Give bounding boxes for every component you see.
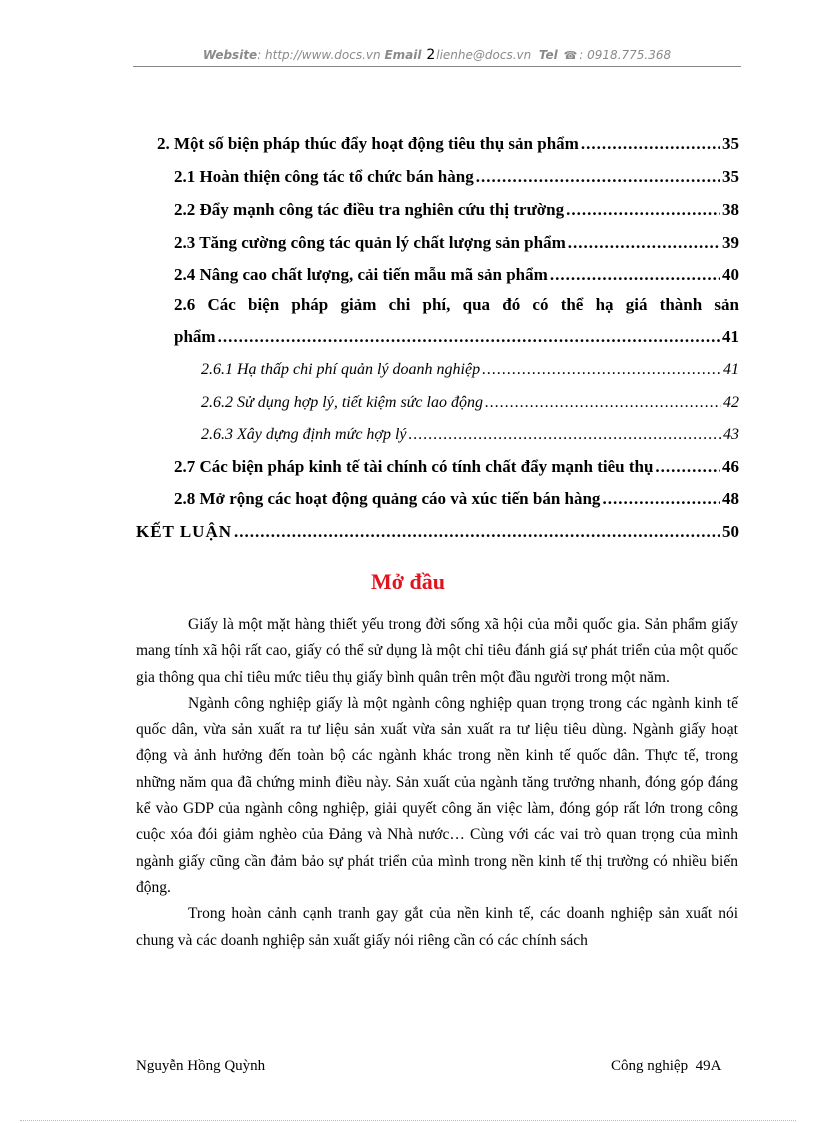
toc-page: 46	[722, 457, 739, 476]
toc-title: phẩm	[174, 327, 216, 346]
toc-title: 2.6.1 Hạ thấp chi phí quản lý doanh nghiệp	[201, 361, 481, 378]
toc-entry[interactable]	[174, 232, 739, 254]
toc-leader	[602, 488, 720, 510]
toc-entry[interactable]	[201, 359, 739, 381]
toc-page: 39	[722, 233, 739, 252]
toc-page: 41	[722, 327, 739, 346]
toc-entry[interactable]	[174, 166, 739, 188]
toc-page: 35	[722, 167, 739, 186]
tel-label: Tel	[538, 48, 558, 62]
toc-page: 40	[722, 265, 739, 284]
website-label: Website	[202, 48, 258, 62]
email-label: Email	[384, 48, 422, 62]
toc-page: 48	[722, 489, 739, 508]
paragraph: Giấy là một mặt hàng thiết yếu trong đời sống xã hội của mỗi quốc gia. Sản phẩm giấy mang tính xã hội rất cao, giấy có thể sử dụng là một chỉ tiêu đánh giá sự phát triển của một quốc gia thông qua chỉ tiêu mức tiêu thụ giấy bình quân trên một đầu người trong một năm.	[136, 616, 738, 686]
section-heading: Mở đầu	[371, 569, 445, 594]
toc-leader	[581, 133, 720, 155]
toc-entry[interactable]	[201, 392, 739, 414]
toc-page: 43	[723, 426, 739, 443]
toc-leader	[550, 264, 720, 286]
toc-page: 41	[723, 361, 739, 378]
toc-entry-conclusion[interactable]	[136, 521, 739, 543]
email-value: lienhe@docs.vn	[436, 48, 532, 62]
toc-title: 2. Một số biện pháp thúc đẩy hoạt động tiêu thụ sản phẩm	[157, 134, 579, 153]
website-value: : http://www.docs.vn	[257, 48, 381, 62]
toc-page: 35	[722, 134, 739, 153]
toc-entry[interactable]	[201, 424, 739, 446]
toc-leader	[234, 521, 720, 543]
toc-title: 2.8 Mở rộng các hoạt động quảng cáo và xúc tiến bán hàng	[174, 489, 601, 508]
toc-title: KẾT LUẬN	[136, 522, 233, 541]
toc-title: 2.1 Hoàn thiện công tác tổ chức bán hàng	[174, 167, 474, 186]
toc-leader	[485, 392, 721, 414]
toc-title: 2.6.3 Xây dựng định mức hợp lý	[201, 426, 407, 443]
toc-leader	[482, 359, 721, 381]
toc-leader	[568, 232, 720, 254]
toc-entry[interactable]	[174, 456, 739, 478]
toc-leader	[218, 326, 720, 348]
toc-leader	[476, 166, 720, 188]
toc-leader	[566, 199, 720, 221]
footer-author: Nguyễn Hồng Quỳnh	[136, 1058, 266, 1074]
toc-entry[interactable]	[157, 133, 739, 155]
toc-entry-2-6-line1[interactable]: 2.6 Các biện pháp giảm chi phí, qua đó có thể hạ giá thành sản	[174, 295, 739, 314]
tel-value: : 0918.775.368	[579, 48, 672, 62]
toc-page: 38	[722, 200, 739, 219]
phone-icon: ☎	[563, 49, 578, 62]
toc-title: 2.7 Các biện pháp kinh tế tài chính có tính chất đẩy mạnh tiêu thụ	[174, 457, 654, 476]
toc-entry[interactable]	[174, 264, 739, 286]
toc-entry[interactable]	[174, 326, 739, 348]
page-number: 2	[426, 47, 436, 63]
toc-entry[interactable]	[174, 488, 739, 510]
toc-page: 42	[723, 394, 739, 411]
toc-title: 2.6.2 Sử dụng hợp lý, tiết kiệm sức lao động	[201, 394, 483, 411]
paragraph: Ngành công nghiệp giấy là một ngành công nghiệp quan trọng trong các ngành kinh tế quốc dân, vừa sản xuất ra tư liệu sản xuất vừa sản xuất ra tư liệu tiêu dùng. Ngành giấy hoạt động và ảnh hưởng đến toàn bộ các ngành khác trong nền kinh tế quốc dân. Thực tế, trong những năm qua đã chứng minh điều này. Sản xuất của ngành tăng trưởng nhanh, đóng góp đáng kể vào GDP của ngành công nghiệp, giải quyết công ăn việc làm, đóng góp rất lớn trong công cuộc xóa đói giảm nghèo của Đảng và Nhà nước… Cùng với các vai trò quan trọng của mình ngành giấy cũng cần đảm bảo sự phát triển của mình trong nền kinh tế thị trường có nhiều biến động.	[136, 694, 738, 896]
footer-divider	[20, 1120, 796, 1121]
body-text	[136, 612, 738, 954]
footer-class: Công nghiệp 49A	[611, 1058, 722, 1074]
toc-title: 2.2 Đẩy mạnh công tác điều tra nghiên cứu thị trường	[174, 200, 565, 219]
toc-leader	[655, 456, 720, 478]
toc-entry[interactable]	[174, 199, 739, 221]
page-header	[133, 44, 741, 67]
toc-title: 2.4 Nâng cao chất lượng, cải tiến mẫu mã sản phẩm	[174, 265, 548, 284]
toc-leader	[409, 424, 721, 446]
paragraph: Trong hoàn cảnh cạnh tranh gay gắt của nền kinh tế, các doanh nghiệp sản xuất nói chung và các doanh nghiệp sản xuất giấy nói riêng cần có các chính sách	[136, 905, 738, 949]
toc-title: 2.3 Tăng cường công tác quản lý chất lượng sản phẩm	[174, 233, 566, 252]
toc-page: 50	[722, 522, 739, 541]
